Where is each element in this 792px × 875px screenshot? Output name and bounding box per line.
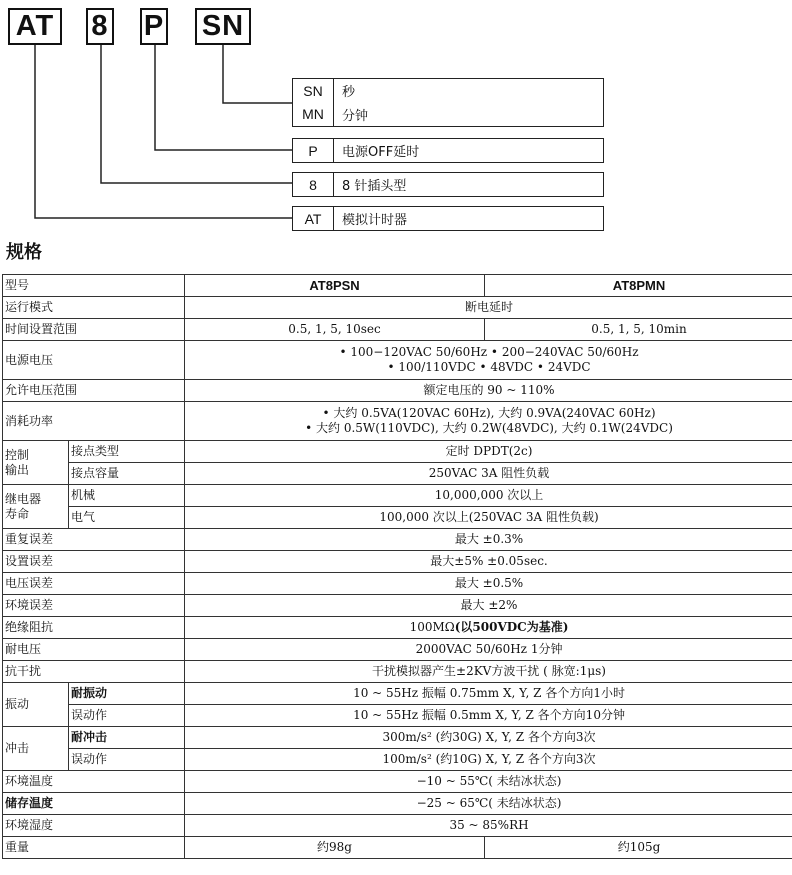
header-psn: AT8PSN <box>185 275 485 297</box>
option-value: 分钟 <box>342 108 369 124</box>
row-label: 重量 <box>3 837 185 859</box>
value-part: (以500VDC为基准) <box>454 620 569 634</box>
table-row <box>3 815 792 837</box>
option-value: 8 针插头型 <box>342 179 407 194</box>
code-8: 8 <box>91 10 109 42</box>
row-value: 10 ~ 55Hz 振幅 0.5mm X, Y, Z 各个方向10分钟 <box>185 705 792 727</box>
row-value <box>185 617 792 639</box>
row-value-pmn: 约105g <box>485 837 792 859</box>
sub-label: 误动作 <box>69 749 185 771</box>
option-value: 电源OFF延时 <box>342 145 420 160</box>
table-row <box>3 402 792 441</box>
option-p <box>292 138 604 163</box>
option-value: 模拟计时器 <box>342 213 408 228</box>
row-label: 重复误差 <box>3 529 185 551</box>
header-pmn: AT8PMN <box>485 275 792 297</box>
row-label: 型号 <box>3 275 185 297</box>
row-label: 时间设置范围 <box>3 319 185 341</box>
row-value: 干扰模拟器产生±2KV方波干扰 ( 脉宽:1μs) <box>185 661 792 683</box>
spec-heading: 规格 <box>6 242 42 263</box>
row-value-pmn: 0.5, 1, 5, 10min <box>485 319 792 341</box>
row-label: 允许电压范围 <box>3 380 185 402</box>
table-row <box>3 485 792 507</box>
group-label: 振动 <box>3 683 69 727</box>
row-value: 100m/s² (约10G) X, Y, Z 各个方向3次 <box>185 749 792 771</box>
table-row <box>3 595 792 617</box>
row-value: 最大±5% ±0.05sec. <box>185 551 792 573</box>
sub-label: 接点容量 <box>69 463 185 485</box>
code-sn: SN <box>201 10 245 42</box>
row-label: 电压误差 <box>3 573 185 595</box>
row-value: 定时 DPDT(2c) <box>185 441 792 463</box>
table-row <box>3 683 792 705</box>
code-at: AT <box>15 10 55 42</box>
row-value: 300m/s² (约30G) X, Y, Z 各个方向3次 <box>185 727 792 749</box>
sub-label: 耐振动 <box>69 683 185 705</box>
row-value: −25 ~ 65℃( 未结冰状态) <box>185 793 792 815</box>
option-key: AT <box>293 207 334 230</box>
table-row <box>3 837 792 859</box>
table-row <box>3 297 792 319</box>
row-value <box>185 402 792 441</box>
table-row <box>3 727 792 749</box>
value-line: • 100−120VAC 50/60Hz • 200−240VAC 50/60Hz <box>339 345 639 359</box>
row-value: 最大 ±0.3% <box>185 529 792 551</box>
row-label: 环境误差 <box>3 595 185 617</box>
table-row <box>3 529 792 551</box>
sub-label: 误动作 <box>69 705 185 727</box>
option-8 <box>292 172 604 197</box>
table-row <box>3 793 792 815</box>
option-key: SN <box>293 79 334 102</box>
option-value: 秒 <box>342 85 356 100</box>
row-label: 抗干扰 <box>3 661 185 683</box>
option-key: P <box>293 139 334 162</box>
table-row <box>3 639 792 661</box>
table-row <box>3 617 792 639</box>
table-row <box>3 661 792 683</box>
option-key: 8 <box>293 173 334 196</box>
value-line: • 100/110VDC • 48VDC • 24VDC <box>387 360 591 374</box>
row-label: 消耗功率 <box>3 402 185 441</box>
option-mn <box>292 102 604 127</box>
group-label: 控制 输出 <box>3 441 69 485</box>
table-row <box>3 771 792 793</box>
value-part: 100MΩ <box>409 620 455 634</box>
row-value <box>185 341 792 380</box>
table-row <box>3 380 792 402</box>
spec-table <box>2 274 792 859</box>
row-value: −10 ~ 55℃( 未结冰状态) <box>185 771 792 793</box>
row-label: 储存温度 <box>3 793 185 815</box>
value-line: • 大约 0.5W(110VDC), 大约 0.2W(48VDC), 大约 0.1W(24VDC) <box>305 421 673 435</box>
sub-label: 耐冲击 <box>69 727 185 749</box>
row-value: 250VAC 3A 阻性负载 <box>185 463 792 485</box>
sub-label: 机械 <box>69 485 185 507</box>
table-row <box>3 573 792 595</box>
table-row <box>3 319 792 341</box>
table-row <box>3 749 792 771</box>
row-label: 环境温度 <box>3 771 185 793</box>
row-value: 100,000 次以上(250VAC 3A 阻性负载) <box>185 507 792 529</box>
row-value: 最大 ±2% <box>185 595 792 617</box>
table-row <box>3 507 792 529</box>
value-line: • 大约 0.5VA(120VAC 60Hz), 大约 0.9VA(240VAC 60Hz) <box>322 406 656 420</box>
row-value: 最大 ±0.5% <box>185 573 792 595</box>
table-row <box>3 463 792 485</box>
table-row <box>3 551 792 573</box>
row-value-psn: 0.5, 1, 5, 10sec <box>185 319 485 341</box>
row-value: 10,000,000 次以上 <box>185 485 792 507</box>
table-row <box>3 341 792 380</box>
table-row <box>3 705 792 727</box>
row-label: 绝缘阻抗 <box>3 617 185 639</box>
row-label: 运行模式 <box>3 297 185 319</box>
row-value: 断电延时 <box>185 297 792 319</box>
sub-label: 电气 <box>69 507 185 529</box>
group-label: 继电器 寿命 <box>3 485 69 529</box>
option-at <box>292 206 604 231</box>
sub-label: 接点类型 <box>69 441 185 463</box>
row-value: 10 ~ 55Hz 振幅 0.75mm X, Y, Z 各个方向1小时 <box>185 683 792 705</box>
option-sn <box>292 78 604 103</box>
code-p: P <box>143 10 165 42</box>
table-row <box>3 441 792 463</box>
row-value-psn: 约98g <box>185 837 485 859</box>
row-label: 设置误差 <box>3 551 185 573</box>
row-label: 环境湿度 <box>3 815 185 837</box>
row-value: 额定电压的 90 ~ 110% <box>185 380 792 402</box>
row-value: 35 ~ 85%RH <box>185 815 792 837</box>
row-label: 耐电压 <box>3 639 185 661</box>
group-label: 冲击 <box>3 727 69 771</box>
option-key: MN <box>293 102 334 126</box>
table-row <box>3 275 792 297</box>
row-label: 电源电压 <box>3 341 185 380</box>
row-value: 2000VAC 50/60Hz 1分钟 <box>185 639 792 661</box>
